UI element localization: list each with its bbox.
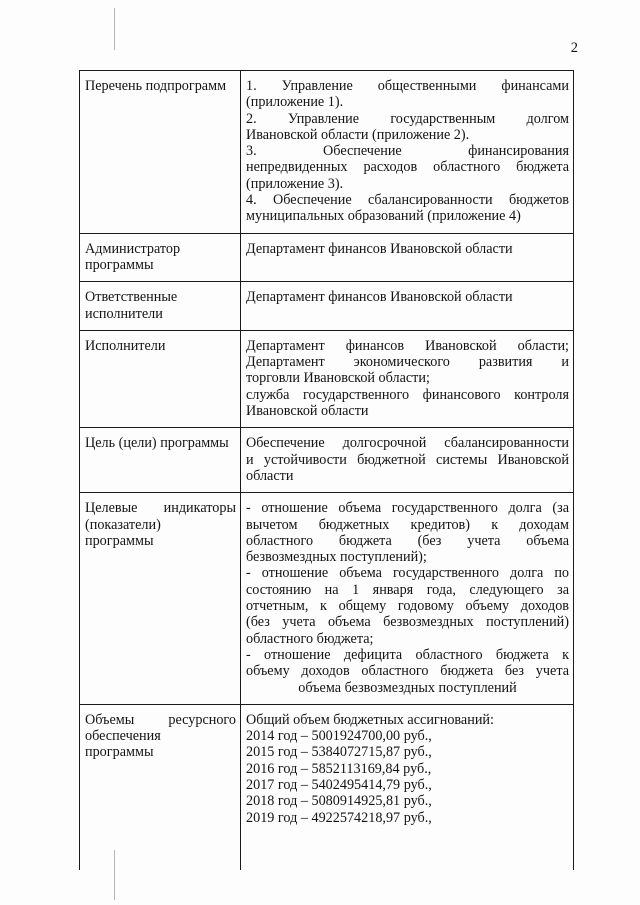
table-row-executors <box>80 330 574 427</box>
label-line: Ответственные <box>85 289 178 306</box>
row-value <box>241 330 574 427</box>
value-line: торговли Ивановской области; <box>246 370 430 387</box>
label-line: программы <box>85 532 154 549</box>
value-line: областного бюджета (без учета объема <box>246 532 569 549</box>
label-line: Объемы ресурсного <box>85 711 236 728</box>
value-line: областного бюджета; <box>246 630 374 647</box>
program-passport-table <box>79 70 574 870</box>
value-line: 3. Обеспечение финансирования <box>246 143 569 160</box>
table-row-goal <box>80 428 574 493</box>
value-line: области <box>246 467 294 484</box>
value-line: 2019 год – 4922574218,97 руб., <box>246 809 432 826</box>
row-label <box>80 493 241 705</box>
value-line: служба государственного финансового контроля <box>246 386 569 403</box>
value-line: - отношение дефицита областного бюджета к <box>246 646 569 663</box>
value-line: муниципальных образований (приложение 4) <box>246 208 521 225</box>
row-value <box>241 282 574 331</box>
table-row-resources <box>80 704 574 870</box>
row-label <box>80 233 241 282</box>
label-line: Перечень подпрограмм <box>85 78 227 94</box>
row-label <box>80 428 241 493</box>
label-line: Администратор <box>85 240 181 257</box>
label-line: (показатели) <box>85 516 161 533</box>
scan-artifact-line <box>114 8 115 50</box>
value-line: Департамент финансов Ивановской области <box>246 240 513 257</box>
value-line: объему доходов областного бюджета без учета <box>246 663 569 680</box>
value-line: и устойчивости бюджетной системы Ивановской <box>246 451 569 468</box>
label-line: Целевые индикаторы <box>85 500 236 517</box>
value-line: Департамент экономического развития и <box>246 354 569 371</box>
row-value <box>241 233 574 282</box>
value-line: 2016 год – 5852113169,84 руб., <box>246 760 432 777</box>
value-line: Ивановской области (приложение 2). <box>246 126 470 143</box>
value-line: состоянию на 1 января года, следующего за <box>246 581 569 598</box>
label-line: исполнители <box>85 305 163 322</box>
value-line: Департамент финансов Ивановской области <box>246 289 513 306</box>
table-row-administrator <box>80 233 574 282</box>
value-line: безвозмездных поступлений); <box>246 549 427 566</box>
value-line: 2015 год – 5384072715,87 руб., <box>246 744 432 761</box>
value-line: (приложение 1). <box>246 94 344 111</box>
label-line: программы <box>85 744 154 761</box>
table-row-indicators <box>80 493 574 705</box>
value-line: объема безвозмездных поступлений <box>298 679 517 696</box>
value-line: 2. Управление государственным долгом <box>246 110 569 127</box>
value-line: 4. Обеспечение сбалансированности бюджетов <box>246 192 569 209</box>
value-line: - отношение объема государственного долга (за <box>246 500 569 517</box>
row-value <box>241 71 574 234</box>
row-label <box>80 704 241 870</box>
page-number: 2 <box>570 40 578 56</box>
value-line: непредвиденных расходов областного бюджета <box>246 159 569 176</box>
row-value <box>241 493 574 705</box>
value-line: 2014 год – 5001924700,00 руб., <box>246 728 432 745</box>
value-line: 2018 год – 5080914925,81 руб., <box>246 793 432 810</box>
value-line: (без учета объема безвозмездных поступлений) <box>246 614 569 631</box>
label-line: обеспечения <box>85 728 161 745</box>
value-line: Общий объем бюджетных ассигнований: <box>246 711 494 728</box>
table-row-responsible <box>80 282 574 331</box>
value-line: отчетным, к общему годовому объему доходов <box>246 598 569 615</box>
label-line: Исполнители <box>85 337 166 354</box>
row-label <box>80 330 241 427</box>
value-line: 1. Управление общественными финансами <box>246 78 569 94</box>
value-line: Ивановской области <box>246 403 369 420</box>
row-label <box>80 71 241 234</box>
row-label <box>80 282 241 331</box>
value-line: (приложение 3). <box>246 175 344 192</box>
value-line: - отношение объема государственного долга по <box>246 565 569 582</box>
value-line: Обеспечение долгосрочной сбалансированности <box>246 435 569 452</box>
value-line: вычетом бюджетных кредитов) к доходам <box>246 516 569 533</box>
label-line: Цель (цели) программы <box>85 435 229 452</box>
value-line: 2017 год – 5402495414,79 руб., <box>246 776 432 793</box>
row-value <box>241 704 574 870</box>
table-row-subprograms <box>80 71 574 234</box>
label-line: программы <box>85 256 154 273</box>
row-value <box>241 428 574 493</box>
value-line: Департамент финансов Ивановской области; <box>246 337 569 354</box>
